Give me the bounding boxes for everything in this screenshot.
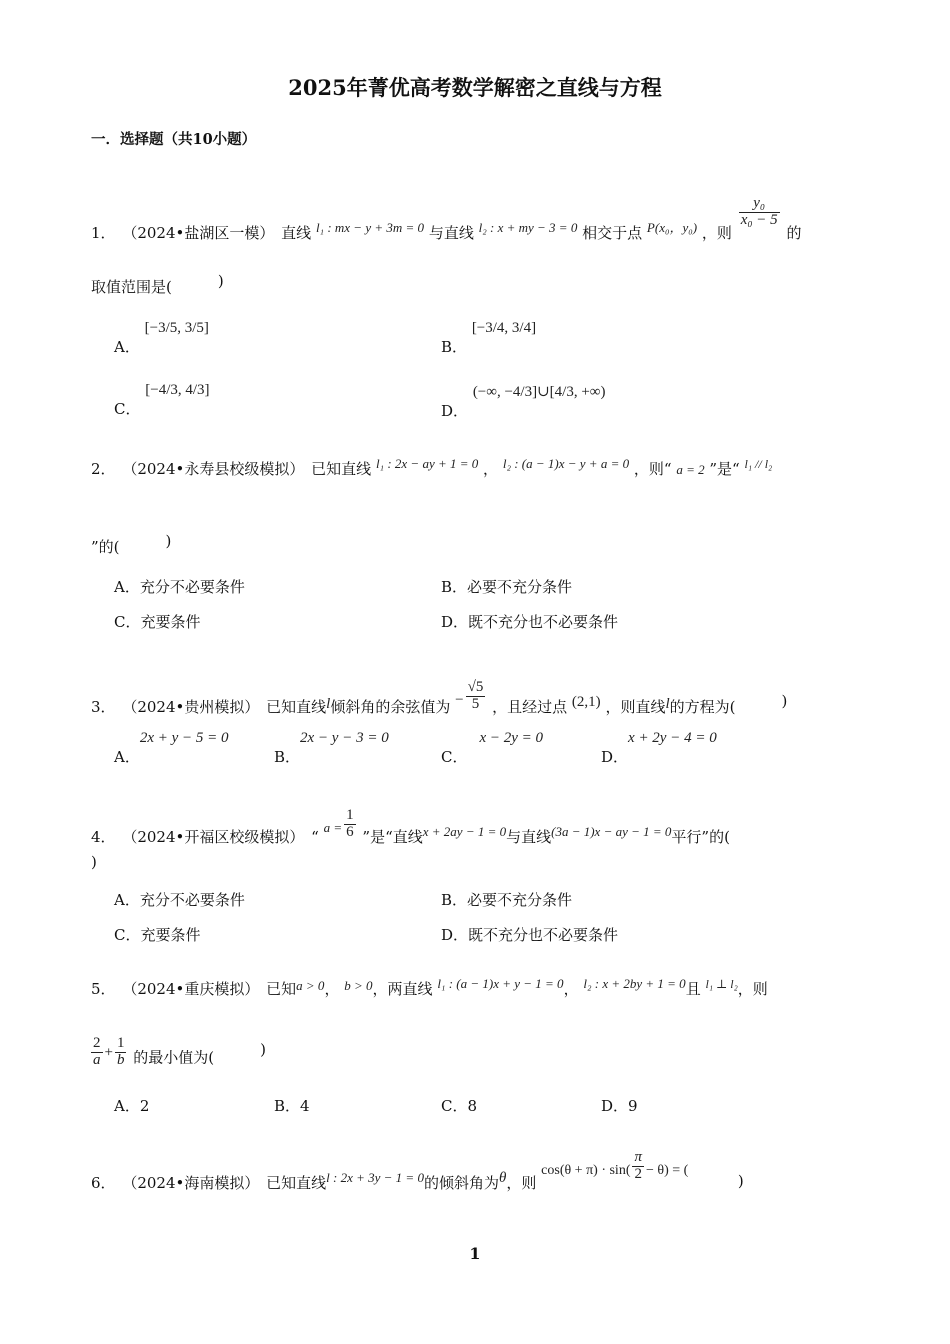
option-label: B． xyxy=(274,1097,301,1115)
option-value: 8 xyxy=(467,1097,478,1115)
q5-option-b[interactable] xyxy=(274,1095,310,1116)
option-value: 2 xyxy=(139,1097,150,1115)
q1-text: ，则 xyxy=(701,223,732,242)
q4-option-a[interactable] xyxy=(114,889,245,910)
option-label: C． xyxy=(114,613,141,631)
option-label: C． xyxy=(114,400,141,418)
question-1 xyxy=(91,196,801,243)
option-label: C． xyxy=(441,1097,468,1115)
q3-cos-numerator: √5 xyxy=(467,679,484,695)
q4-text: “ xyxy=(311,827,319,846)
q4-number: 4． xyxy=(91,827,116,846)
q4-line-l2: (3a − 1)x − ay − 1 = 0 xyxy=(551,823,672,839)
option-label: D． xyxy=(441,402,469,420)
q3-number: 3． xyxy=(91,697,116,716)
q1-text: 与直线 xyxy=(428,223,474,242)
option-value: 4 xyxy=(300,1097,310,1115)
q3-option-d[interactable] xyxy=(601,730,717,767)
q4-a-denominator: 6 xyxy=(346,823,354,840)
question-2-line2 xyxy=(91,532,171,557)
q5-line-l1: l₁ : (a − 1)x + y − 1 = 0 xyxy=(437,976,564,991)
q6-expr-part: cos(θ + π) · sin( xyxy=(541,1162,631,1178)
option-value: 既不充分也不必要条件 xyxy=(468,613,619,631)
q5-cond-b: b > 0 xyxy=(344,978,373,993)
q1-line-l1: l₁ : mx − y + 3m = 0 xyxy=(315,219,425,235)
q5-numerator: 1 xyxy=(116,1035,125,1051)
q6-expr-part: − θ) = ( xyxy=(646,1162,689,1178)
option-label: C． xyxy=(441,748,468,766)
q3-line-l: l xyxy=(326,695,331,712)
q4-text: ”是“直线 xyxy=(362,827,423,846)
q5-text: ) xyxy=(260,1040,266,1059)
q6-number: 6． xyxy=(91,1173,116,1192)
question-1-line2 xyxy=(91,272,224,297)
option-label: A． xyxy=(114,578,140,596)
page-number: 1 xyxy=(469,1244,481,1263)
q5-number: 5． xyxy=(91,980,116,998)
q2-option-b[interactable] xyxy=(441,576,572,597)
option-label: A． xyxy=(114,338,140,356)
q6-text: ，则 xyxy=(506,1173,537,1192)
q2-option-d[interactable] xyxy=(441,611,618,632)
document-title: 2025年菁优高考数学解密之直线与方程 xyxy=(288,75,662,100)
q5-option-a[interactable] xyxy=(114,1095,149,1116)
q3-cos-fraction xyxy=(466,680,486,713)
q1-option-a[interactable] xyxy=(114,320,209,357)
q5-perp: l₁ ⊥ l₂ xyxy=(705,977,738,991)
q2-text: ，则“ xyxy=(633,460,672,478)
q1-point: P(x₀，y₀) xyxy=(646,219,698,235)
q3-option-a[interactable] xyxy=(114,730,229,767)
option-value: 2x + y − 5 = 0 xyxy=(139,730,229,746)
q5-denominator: b xyxy=(116,1051,125,1068)
q5-text: 且 xyxy=(685,980,701,998)
q3-text: 已知直线 xyxy=(266,697,327,716)
q1-text: ) xyxy=(217,272,224,290)
option-label: D． xyxy=(601,1097,629,1115)
q4-text: ) xyxy=(91,853,97,871)
q2-option-a[interactable] xyxy=(114,576,245,597)
option-label: D． xyxy=(601,748,629,766)
question-2 xyxy=(91,456,772,479)
option-value: [−3/4, 3/4] xyxy=(471,320,537,336)
q5-frac-2a xyxy=(91,1036,103,1069)
option-value: 充分不必要条件 xyxy=(139,891,245,909)
q3-option-b[interactable] xyxy=(274,730,389,767)
q1-fraction-numerator: y₀ xyxy=(739,196,780,213)
q3-line-l: l xyxy=(665,695,670,712)
q2-option-c[interactable] xyxy=(114,611,201,632)
option-label: C． xyxy=(114,926,141,944)
option-value: x − 2y = 0 xyxy=(479,730,544,746)
option-value: 2x − y − 3 = 0 xyxy=(300,730,389,746)
q4-a-fraction xyxy=(344,808,356,841)
option-label: A． xyxy=(114,1097,140,1115)
option-value: 充要条件 xyxy=(140,926,201,944)
q4-a-numerator: 1 xyxy=(346,807,354,823)
option-label: B． xyxy=(441,891,468,909)
q4-option-b[interactable] xyxy=(441,889,572,910)
q1-fraction-denominator: x₀ − 5 xyxy=(740,211,778,228)
q3-text: ，则直线 xyxy=(605,697,666,716)
question-4-line2 xyxy=(91,853,97,871)
q4-line-l1: x + 2ay − 1 = 0 xyxy=(422,823,507,839)
q4-option-d[interactable] xyxy=(441,924,618,945)
q1-text: 的 xyxy=(786,223,802,242)
question-4 xyxy=(91,808,730,847)
option-value: 既不充分也不必要条件 xyxy=(468,926,619,944)
q5-cond-a: a > 0 xyxy=(296,978,325,993)
option-label: B． xyxy=(274,748,301,766)
q3-text: ) xyxy=(781,691,788,710)
option-label: B． xyxy=(441,578,468,596)
q6-source: （2024•海南模拟） xyxy=(122,1173,260,1192)
q2-text: ”的( xyxy=(91,538,120,556)
question-6 xyxy=(91,1150,744,1193)
q6-text: 的倾斜角为 xyxy=(423,1173,499,1192)
q1-fraction xyxy=(739,196,780,229)
q5-line-l2: l₂ : x + 2by + 1 = 0 xyxy=(583,976,686,991)
q4-a-eq: a = xyxy=(323,819,343,835)
q1-line-l2: l₂ : x + my − 3 = 0 xyxy=(478,219,578,235)
q1-option-c[interactable] xyxy=(114,382,210,419)
q6-pi-denominator: 2 xyxy=(634,1165,642,1182)
q3-source: （2024•贵州模拟） xyxy=(122,697,260,716)
q2-condition: a = 2 xyxy=(676,462,705,477)
q2-line-l1: l₁ : 2x − ay + 1 = 0 xyxy=(375,456,479,471)
q3-text: 的方程为( xyxy=(669,697,736,716)
q5-text: ， xyxy=(324,980,340,998)
q2-text: ) xyxy=(165,532,172,550)
q2-text: ， xyxy=(483,460,499,478)
q2-text: ”是“ xyxy=(709,460,740,478)
q5-text: 已知 xyxy=(266,980,297,998)
section-heading: 一．选择题（共10小题） xyxy=(91,131,257,148)
q1-text: 相交于点 xyxy=(582,223,643,242)
option-value: [−4/3, 4/3] xyxy=(145,382,210,398)
q1-option-d[interactable] xyxy=(441,382,605,421)
q6-pi-numerator: π xyxy=(634,1149,642,1165)
question-3: 3． （2024•贵州模拟） 已知直线l倾斜角的余弦值为 − $\frac{√5}{5}$ ，且经过点 (2,1) ，则直线l的方程为( ) xyxy=(91,679,788,716)
q5-denominator: a xyxy=(93,1051,101,1068)
option-value: 必要不充分条件 xyxy=(467,578,573,596)
q6-line-l: l : 2x + 3y − 1 = 0 xyxy=(326,1169,424,1185)
option-value: x + 2y − 4 = 0 xyxy=(628,730,717,746)
option-label: A． xyxy=(114,891,140,909)
q3-cos-denominator: 5 xyxy=(471,695,480,712)
q5-frac-1b xyxy=(115,1036,127,1069)
q1-text: 直线 xyxy=(281,223,312,242)
q4-text: 平行”的( xyxy=(671,827,730,846)
q5-numerator: 2 xyxy=(93,1035,101,1051)
question-5 xyxy=(91,976,768,999)
q1-source: （2024•盐湖区一模） xyxy=(122,223,275,242)
q1-text: 取值范围是( xyxy=(91,278,172,296)
q2-number: 2． xyxy=(91,460,116,478)
option-label: B． xyxy=(441,338,468,356)
q6-pi-fraction xyxy=(632,1150,644,1183)
q6-text: ) xyxy=(737,1171,744,1190)
q5-option-c[interactable] xyxy=(441,1095,477,1116)
q2-condition-parallel: l₁ // l₂ xyxy=(744,457,773,471)
option-label: D． xyxy=(441,613,469,631)
q5-text: 的最小值为( xyxy=(133,1048,215,1067)
q5-text: ，两直线 xyxy=(372,980,433,998)
q1-number: 1． xyxy=(91,223,116,242)
q5-option-d[interactable] xyxy=(601,1095,638,1116)
q6-expression xyxy=(541,1149,692,1182)
q6-theta: θ xyxy=(498,1169,507,1186)
q1-option-b[interactable] xyxy=(441,320,536,357)
q3-option-c[interactable] xyxy=(441,730,543,767)
q2-text: 已知直线 xyxy=(311,460,372,478)
q3-text: ，且经过点 xyxy=(492,697,568,716)
q5-source: （2024•重庆模拟） xyxy=(122,980,260,998)
q4-source: （2024•开福区校级模拟） xyxy=(122,827,305,846)
option-value: (−∞, −4/3]∪[4/3, +∞) xyxy=(472,384,606,400)
option-value: 9 xyxy=(628,1097,638,1115)
q3-text: 倾斜角的余弦值为 xyxy=(330,697,451,716)
q3-point: (2,1) xyxy=(571,693,601,710)
q4-option-c[interactable] xyxy=(114,924,201,945)
option-value: [−3/5, 3/5] xyxy=(144,320,209,336)
q4-text: 与直线 xyxy=(506,827,552,846)
q2-line-l2: l₂ : (a − 1)x − y + a = 0 xyxy=(502,456,630,471)
q5-text: ， xyxy=(563,980,579,998)
option-label: A． xyxy=(114,748,140,766)
q5-text: ，则 xyxy=(737,980,768,998)
plus-sign: + xyxy=(104,1044,113,1061)
option-value: 必要不充分条件 xyxy=(467,891,573,909)
question-5-line2 xyxy=(91,1036,266,1069)
q2-source: （2024•永寿县校级模拟） xyxy=(122,460,305,478)
option-label: D． xyxy=(441,926,469,944)
option-value: 充分不必要条件 xyxy=(139,578,245,596)
q6-text: 已知直线 xyxy=(266,1173,327,1192)
option-value: 充要条件 xyxy=(140,613,201,631)
